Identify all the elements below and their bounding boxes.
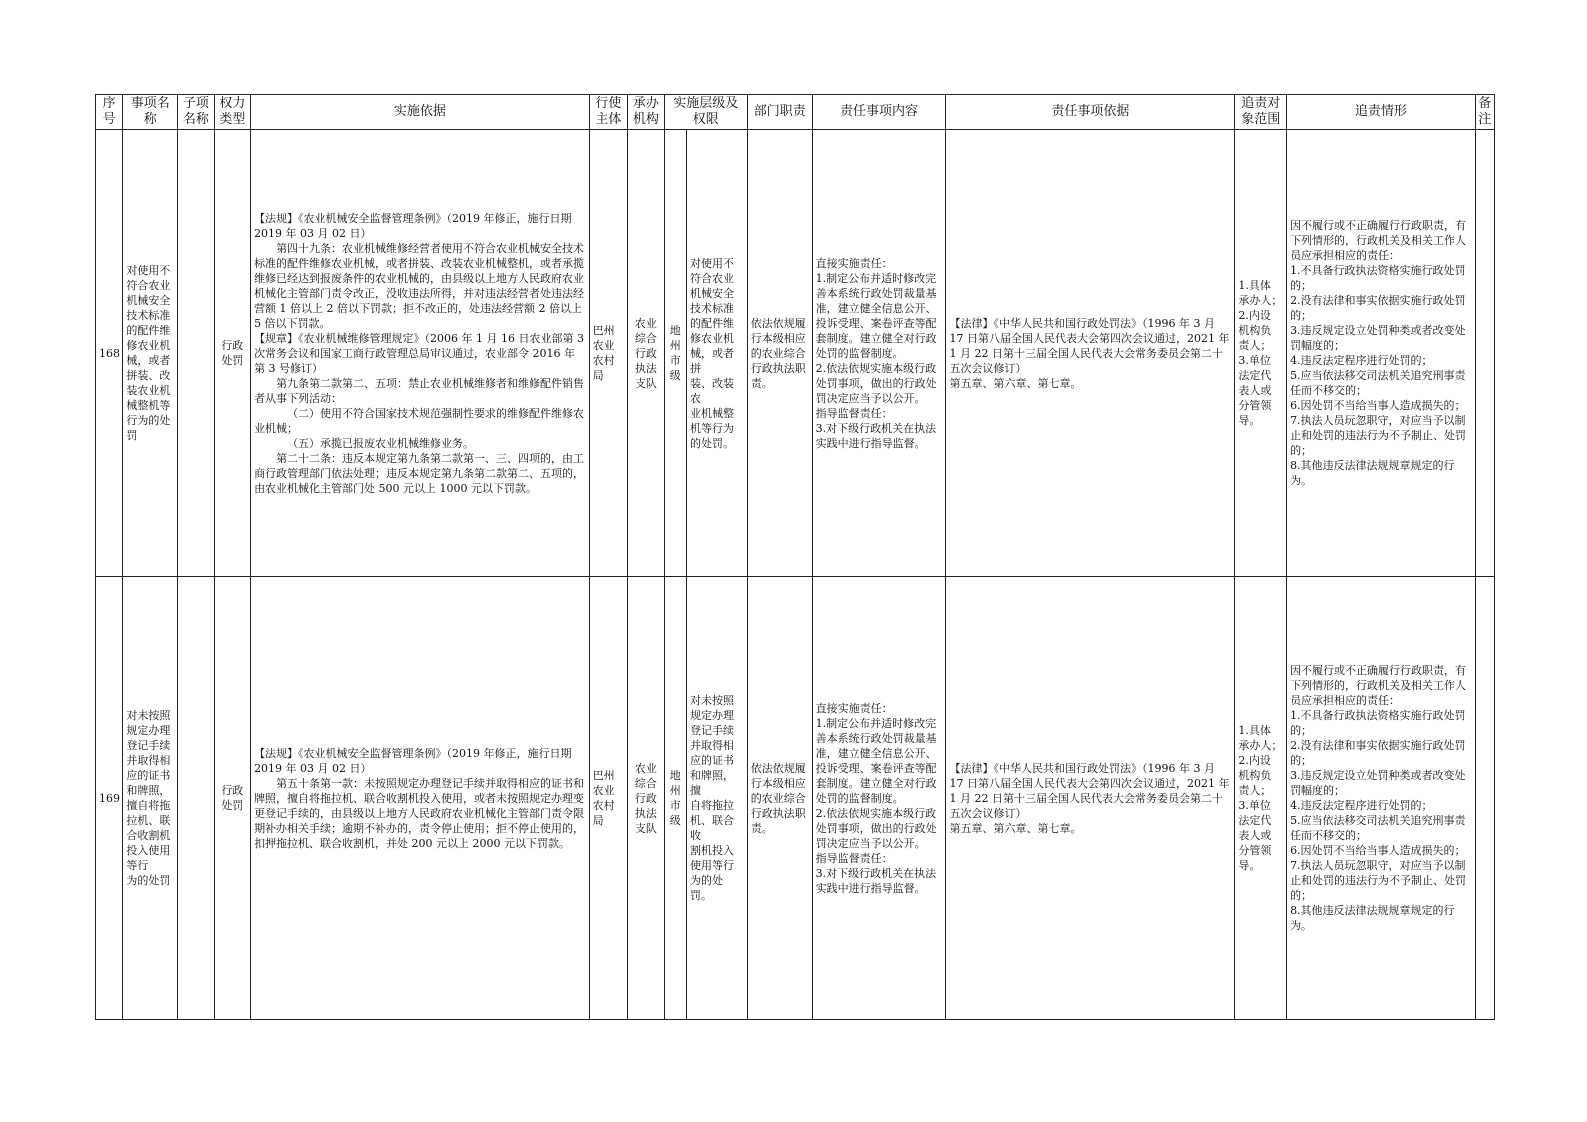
row-basis: [251, 130, 590, 577]
row-type: 行政 处罚: [214, 130, 250, 577]
row-duty: 依法依规履 行本级相应 的农业综合 行政执法职 责。: [747, 130, 812, 577]
row-content: 直接实施责任： 1.制定公布并适时修改完善本系统行政处罚裁量基准，建立健全信息公开、投诉受理、案卷评查等配套制度。建立健全对行政处罚的监督制度。 2.依法依规实施本级行政处罚事项，做出的行政处罚决定应当予以公开。 指导监督责任： 3.对下级行政机关在执法实践中进行指导监督。: [812, 577, 946, 1020]
row-level: 地 州 市 级: [664, 577, 686, 1020]
header-sub: 子项 名称: [178, 95, 214, 130]
basis-para: 第五十条第一款：未按照规定办理登记手续并取得相应的证书和牌照，擅自将拖拉机、联合收割机投入使用，或者未按照规定办理变更登记手续的，由县级以上地方人民政府农业机械化主管部门责令限期补办相关手续；逾期不补办的，责令停止使用；拒不停止使用的，扣押拖拉机、联合收割机，并处 200 元以上 2000 元以下罚款。: [254, 776, 585, 850]
row-seq: 168: [96, 130, 123, 577]
row-resp-basis: 【法律】《中华人民共和国行政处罚法》（1996 年 3 月 17 日第八届全国人民代表大会第四次会议通过，2021 年 1 月 22 日第十三届全国人民代表大会常务委员会第二十五次会议修订） 第五章、第六章、第七章。: [946, 130, 1235, 577]
header-duty: 部门职责: [747, 95, 812, 130]
row-level: 地 州 市 级: [664, 130, 686, 577]
row-sub: [178, 577, 214, 1020]
header-level: 实施层级及 权限: [664, 95, 747, 130]
basis-para: 第九条第二款第二、五项：禁止农业机械维修者和维修配件销售者从事下列活动：: [254, 376, 585, 405]
table-row: [96, 577, 1495, 1020]
header-scope: 追责对 象范围: [1235, 95, 1287, 130]
row-content: 直接实施责任： 1.制定公布并适时修改完善本系统行政处罚裁量基准，建立健全信息公开、投诉受理、案卷评查等配套制度。建立健全对行政处罚的监督制度。 2.依法依规实施本级行政处罚事项，做出的行政处罚决定应当予以公开。 指导监督责任： 3.对下级行政机关在执法实践中进行指导监督。: [812, 130, 946, 577]
row-name: 对未按照 规定办理 登记手续 并取得相 应的证书 和牌照， 擅自将拖 拉机、联 合收割机 投入使用 等行 为的处罚: [123, 577, 178, 1020]
header-basis: 实施依据: [251, 95, 590, 130]
header-subject: 行使 主体: [589, 95, 628, 130]
row-seq: 169: [96, 577, 123, 1020]
table-header-row: [96, 95, 1495, 130]
basis-para: （五）承揽已报废农业机械维修业务。: [287, 436, 475, 450]
row-cases: 因不履行或不正确履行行政职责，有下列情形的，行政机关及相关工作人员应承担相应的责任： 1.不具备行政执法资格实施行政处罚的； 2.没有法律和事实依据实施行政处罚的； 3.违反规定设立处罚种类或者改变处罚幅度的； 4.违反法定程序进行处罚的； 5.应当依法移交司法机关追究刑事责任而不移交的； 6.因处罚不当给当事人造成损失的； 7.执法人员玩忽职守，对应当予以制止和处罚的违法行为不予制止、处罚的； 8.其他违反法律法规规章规定的行为。: [1287, 577, 1476, 1020]
basis-para: 【法规】《农业机械安全监督管理条例》（2019 年修正，施行日期 2019 年 03 月 02 日）: [254, 211, 572, 240]
row-type: 行政 处罚: [214, 577, 250, 1020]
basis-para: （二）使用不符合国家技术规范强制性要求的维修配件维修农业机械；: [254, 406, 585, 435]
row-authority: 对使用不 符合农业 机械安全 技术标准 的配件维 修农业机 械，或者拼 装、改装农 业机械整 机等行为 的处罚。: [686, 130, 747, 577]
header-seq: 序 号: [96, 95, 123, 130]
row-resp-basis: 【法律】《中华人民共和国行政处罚法》（1996 年 3 月 17 日第八届全国人民代表大会第四次会议通过，2021 年 1 月 22 日第十三届全国人民代表大会常务委员会第二十五次会议修订） 第五章、第六章、第七章。: [946, 577, 1235, 1020]
row-basis: [251, 577, 590, 1020]
basis-para: 【规章】《农业机械维修管理规定》（2006 年 1 月 16 日农业部第 3 次常务会议和国家工商行政管理总局审议通过，农业部令 2016 年第 3 号修订）: [254, 331, 585, 375]
header-resp-basis: 责任事项依据: [946, 95, 1235, 130]
row-remark: [1475, 130, 1494, 577]
row-scope: 1.具体 承办人； 2.内设 机构负 责人； 3.单位 法定代 表人或 分管领 导。: [1235, 577, 1287, 1020]
header-content: 责任事项内容: [812, 95, 946, 130]
header-remark: 备 注: [1475, 95, 1494, 130]
row-subject: 巴州 农业 农村 局: [589, 130, 628, 577]
header-name: 事项名 称: [123, 95, 178, 130]
basis-para: 第四十九条：农业机械维修经营者使用不符合农业机械安全技术标准的配件维修农业机械，或者拼装、改装农业机械整机，或者承揽维修已经达到报废条件的农业机械的，由县级以上地方人民政府农业机械化主管部门责令改正，没收违法所得，并对违法经营者处违法经营额 1 倍以上 2 倍以下罚款；拒不改正的，处违法经营额 2 倍以上 5 倍以下罚款。: [254, 241, 585, 330]
header-org: 承办 机构: [628, 95, 664, 130]
row-sub: [178, 130, 214, 577]
row-subject: 巴州 农业 农村 局: [589, 577, 628, 1020]
table-row: [96, 130, 1495, 577]
row-remark: [1475, 577, 1494, 1020]
power-list-table: [95, 94, 1495, 1020]
row-cases: 因不履行或不正确履行行政职责，有下列情形的，行政机关及相关工作人员应承担相应的责任： 1.不具备行政执法资格实施行政处罚的； 2.没有法律和事实依据实施行政处罚的； 3.违反规定设立处罚种类或者改变处罚幅度的； 4.违反法定程序进行处罚的； 5.应当依法移交司法机关追究刑事责任而不移交的； 6.因处罚不当给当事人造成损失的； 7.执法人员玩忽职守，对应当予以制止和处罚的违法行为不予制止、处罚的； 8.其他违反法律法规规章规定的行为。: [1287, 130, 1476, 577]
basis-para: 【法规】《农业机械安全监督管理条例》（2019 年修正，施行日期 2019 年 03 月 02 日）: [254, 746, 572, 775]
row-org: 农业 综合 行政 执法 支队: [628, 577, 664, 1020]
row-authority: 对未按照 规定办理 登记手续 并取得相 应的证书 和牌照，擅 自将拖拉 机、联合收 割机投入 使用等行 为的处罚。: [686, 577, 747, 1020]
basis-para: 第二十二条：违反本规定第九条第二款第一、三、四项的，由工商行政管理部门依法处理；违反本规定第九条第二款第二、五项的，由农业机械化主管部门处 500 元以上 1000 元以下罚款。: [254, 451, 585, 495]
row-duty: 依法依规履 行本级相应 的农业综合 行政执法职 责。: [747, 577, 812, 1020]
header-cases: 追责情形: [1287, 95, 1476, 130]
row-scope: 1.具体 承办人； 2.内设 机构负 责人； 3.单位 法定代 表人或 分管领 导。: [1235, 130, 1287, 577]
header-type: 权力 类型: [214, 95, 250, 130]
row-name: 对使用不 符合农业 机械安全 技术标准 的配件维 修农业机 械，或者 拼装、改 装农业机 械整机等 行为的处 罚: [123, 130, 178, 577]
row-org: 农业 综合 行政 执法 支队: [628, 130, 664, 577]
